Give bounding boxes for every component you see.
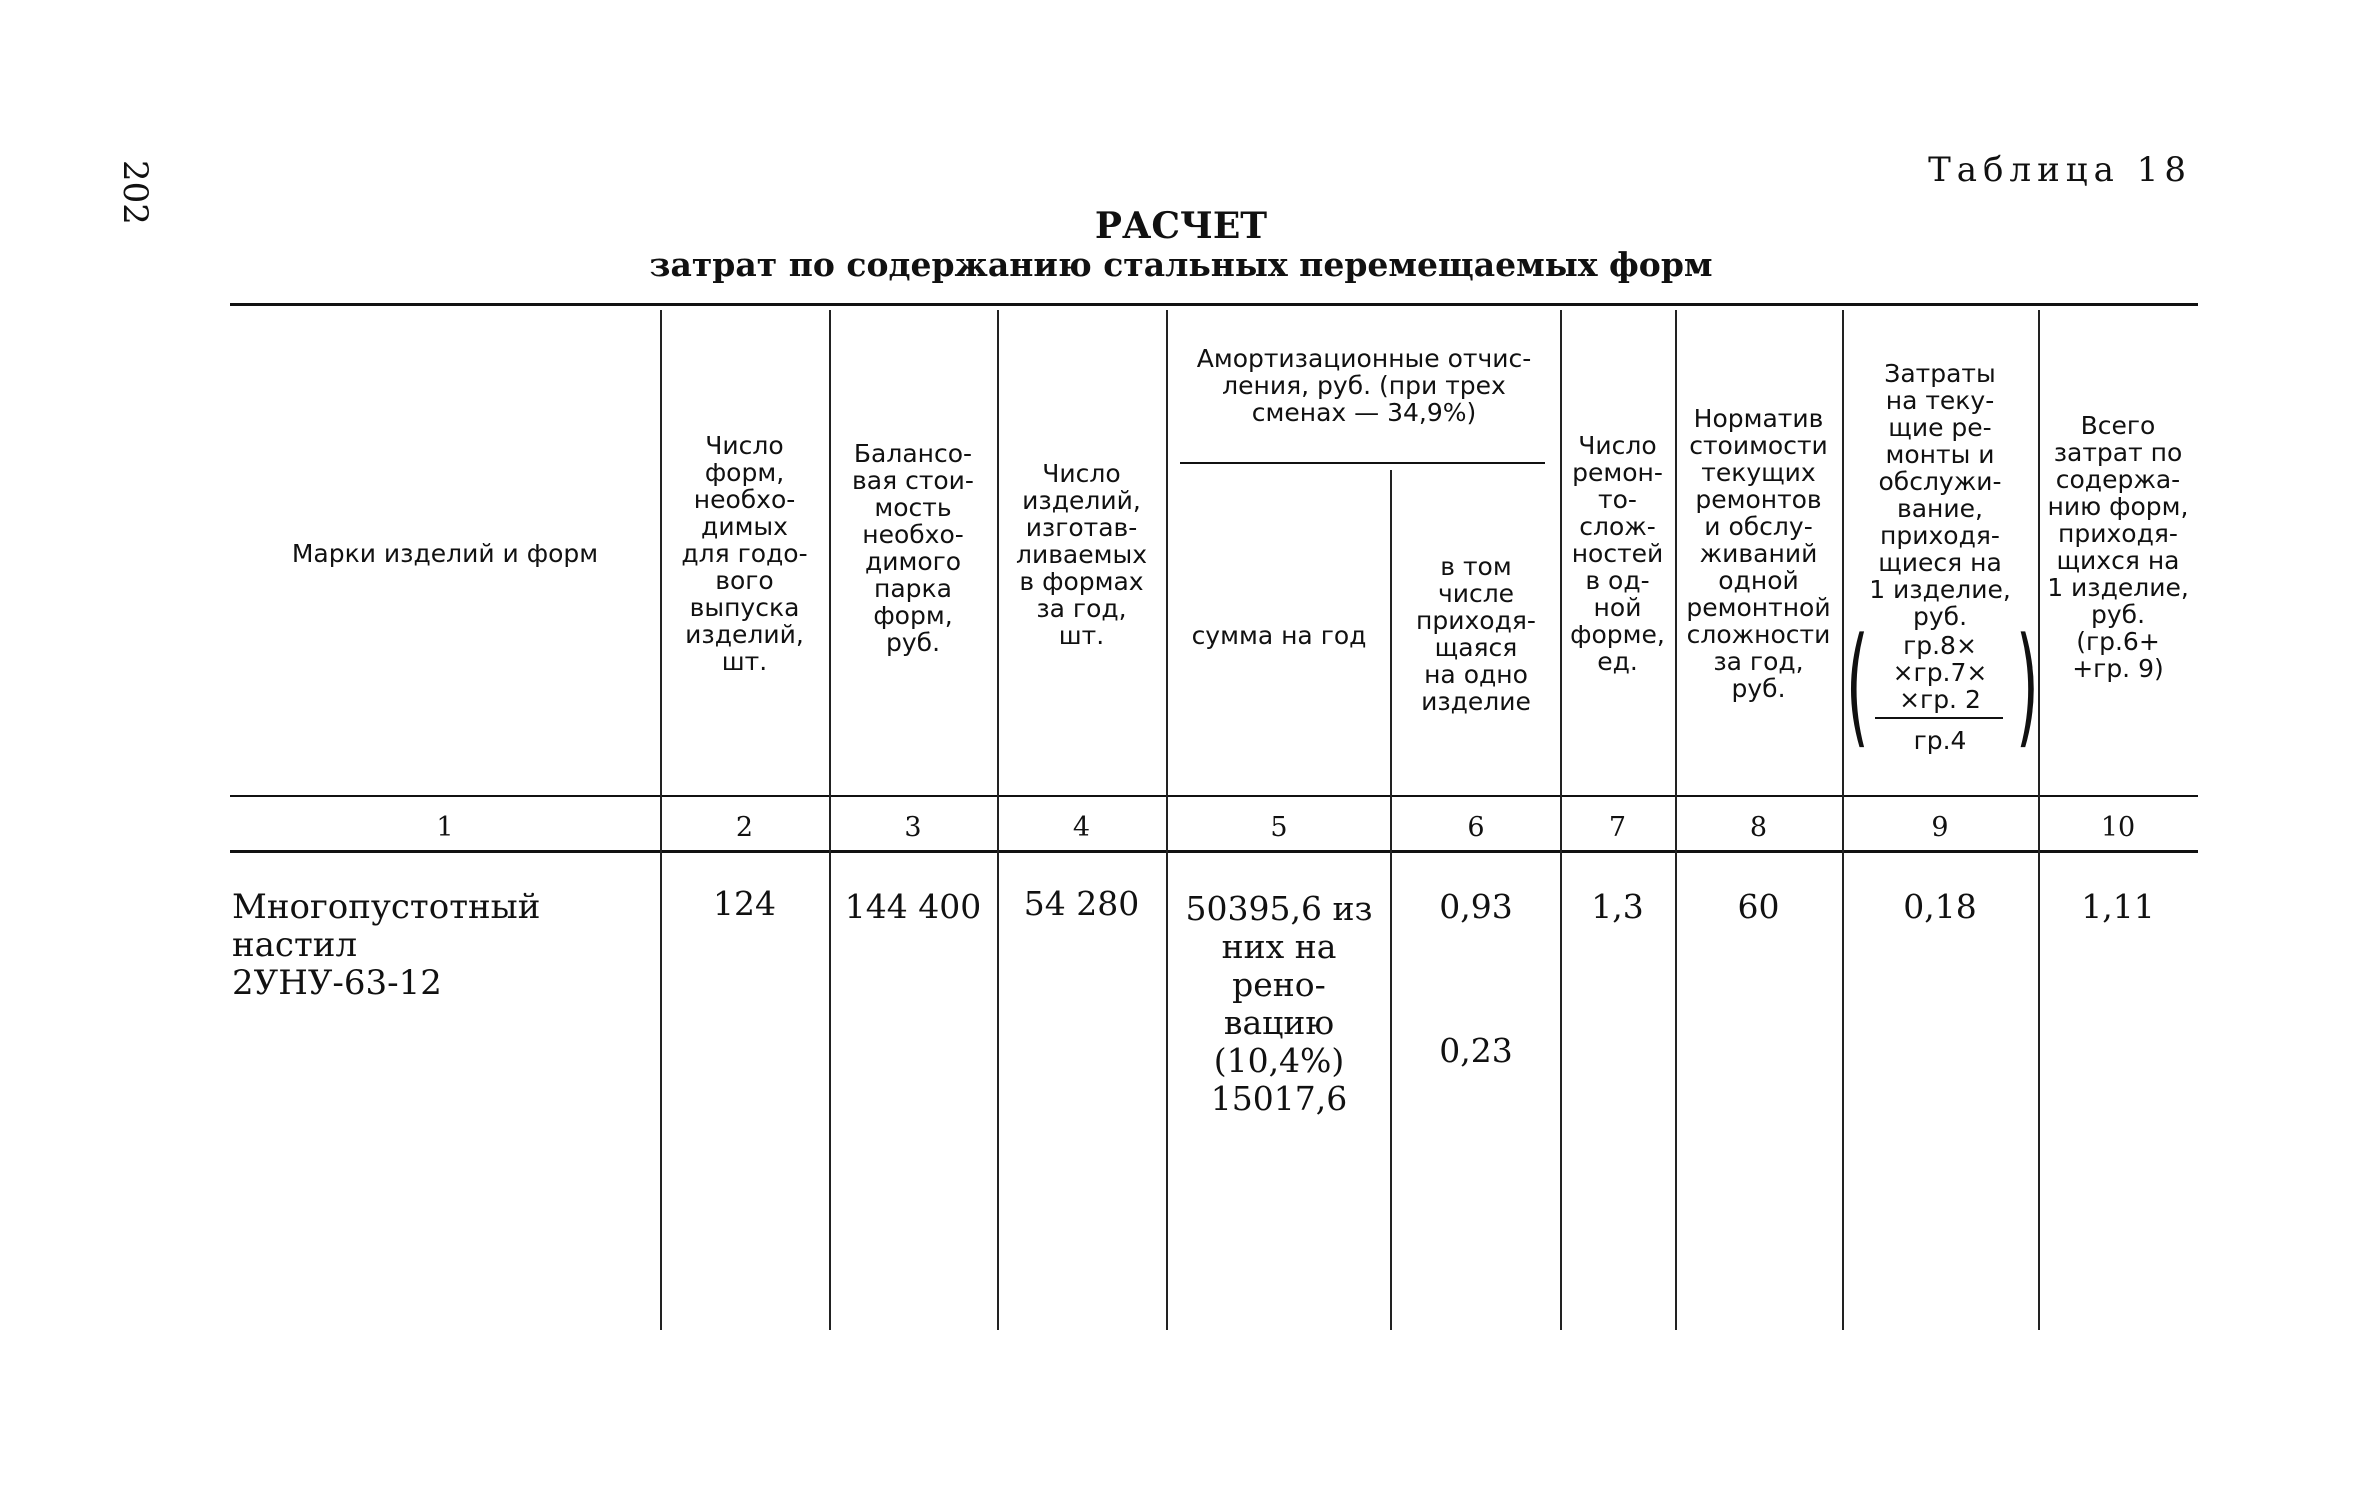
- cell-col-3: 144 400: [844, 887, 982, 926]
- column-number: 7: [1608, 812, 1627, 843]
- header-col-9: Затраты на теку- щие ре- монты и обслужи- вание, приходя- щиеся на 1 изделие, руб.: [1869, 359, 2011, 631]
- table-label: Таблица 18: [1928, 150, 2192, 190]
- column-number: 10: [2100, 812, 2136, 843]
- cell-col-4: 54 280: [1023, 884, 1140, 923]
- numbers-bottom-rule: [230, 850, 2198, 853]
- formula-numerator: гр.8× ×гр.7× ×гр. 2: [1892, 631, 1988, 714]
- header-col-1: Марки изделий и форм: [291, 539, 599, 568]
- cell-col-8: 60: [1737, 887, 1780, 926]
- formula-denominator: гр.4: [1913, 726, 1967, 755]
- right-paren-glyph: ): [2015, 609, 2039, 761]
- column-number: 5: [1270, 812, 1288, 843]
- column-number: 8: [1749, 812, 1768, 843]
- left-paren-glyph: (: [1845, 609, 1869, 761]
- header-col-5: сумма на год: [1191, 621, 1367, 650]
- cell-col-10: 1,11: [2081, 887, 2155, 926]
- cell-col-6-renovation: 0,23: [1439, 1031, 1513, 1070]
- header-col-6: в том числе приходя- щаяся на одно изделие: [1416, 552, 1536, 716]
- column-number: 9: [1931, 812, 1949, 843]
- column-number: 6: [1467, 812, 1485, 843]
- group-sub-rule: [1180, 462, 1545, 464]
- table-subtitle: затрат по содержанию стальных перемещаемых форм: [649, 245, 1713, 284]
- header-bottom-rule: [230, 795, 2198, 797]
- page-number: 202: [115, 160, 155, 225]
- header-col-2: Число форм, необхо- димых для годо- вого выпуска изделий, шт.: [681, 431, 808, 676]
- cell-col-2: 124: [713, 884, 776, 923]
- header-col-4: Число изделий, изготав- ливаемых в формах за год, шт.: [1015, 459, 1148, 650]
- header-col-10: Всего затрат по содержа- нию форм, приходя- щихся на 1 изделие, руб. (гр.6+ +гр. 9): [2047, 411, 2189, 683]
- header-col-3: Балансо- вая стои- мость необхо- димого парка форм, руб.: [852, 439, 974, 657]
- formula-fraction-bar: [1875, 717, 2003, 719]
- column-number: 4: [1072, 812, 1091, 843]
- header-col-7: Число ремон- то- слож- ностей в од- ной форме, ед.: [1570, 431, 1665, 676]
- column-number: 1: [436, 812, 454, 843]
- header-col-8: Норматив стоимости текущих ремонтов и обслу- живаний одной ремонтной сложности за год, руб.: [1686, 404, 1831, 703]
- cell-col-6-total: 0,93: [1439, 887, 1513, 926]
- cell-col-5: 50395,6 из них на рено- вацию (10,4%) 15017,6: [1185, 889, 1373, 1118]
- header-group-amortization: Амортизационные отчис- ления, руб. (при трех сменах — 34,9%): [1196, 344, 1532, 427]
- col-divider-4: [1166, 310, 1168, 1330]
- column-number: 2: [735, 812, 754, 843]
- cell-col-9: 0,18: [1903, 887, 1977, 926]
- cell-col-7: 1,3: [1591, 887, 1644, 926]
- table-title: РАСЧЕТ: [1094, 205, 1268, 247]
- row-product-name: Многопустотный настил 2УНУ-63-12: [232, 887, 541, 1003]
- column-number: 3: [904, 812, 922, 843]
- top-rule: [230, 303, 2198, 306]
- col-divider-5: [1390, 470, 1392, 1330]
